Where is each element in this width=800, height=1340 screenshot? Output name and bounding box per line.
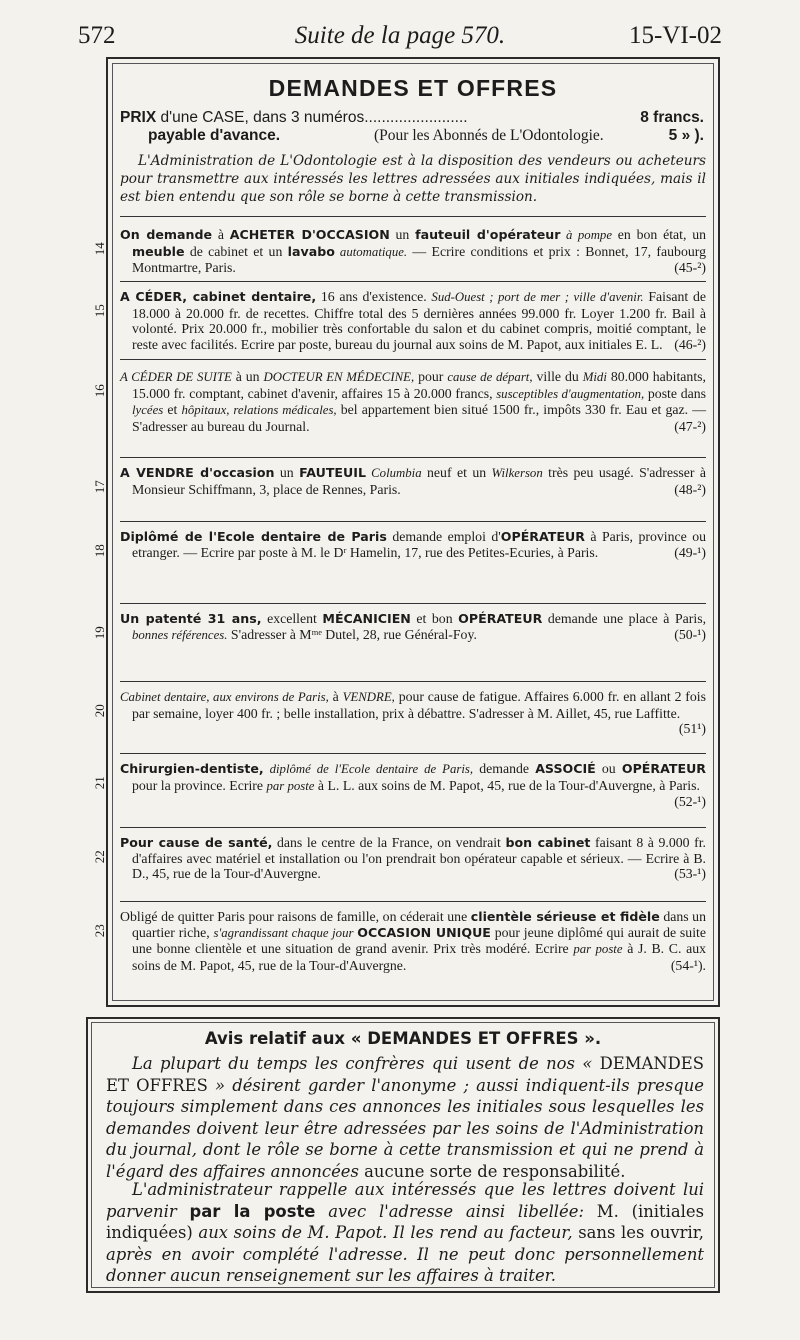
ad-reference: (54-¹).	[670, 957, 706, 973]
notice-text: par la poste	[189, 1201, 316, 1221]
ad-text: S'adresser à Mᵐᵉ Dutel, 28, rue Général-Foy.	[227, 626, 477, 642]
ad-text: dans le centre de la France, on vendrait	[272, 835, 506, 850]
ad-number: 22	[92, 850, 108, 864]
classified-ad	[92, 909, 706, 973]
ad-text: lycées	[132, 403, 164, 418]
ad-text: fauteuil d'opérateur	[415, 227, 561, 242]
notice-paragraph-2	[106, 1179, 704, 1287]
ad-text: ville du	[532, 369, 583, 384]
ad-reference: (53-¹)	[674, 866, 706, 882]
ad-divider	[120, 681, 706, 682]
ad-text: Faisant de 18.000 à 20.000 fr. de recettes. Chiffre total des 5 dernières années 99.000 fr. Loyer 1.200 fr. Bail à volonté. Prix 20.000 fr., mobilier très confortable du salon et du cabinet compris, moitié comptant, le reste avec facilités. Ecrire par poste, bureau du journal aux soins de M. Papot, aux initiales E. L.	[132, 289, 706, 352]
notice-text: La plupart du temps les confrères qui usent de nos «	[132, 1054, 600, 1073]
ad-text: demande une place à Paris,	[542, 611, 707, 626]
ad-text: MÉCANICIEN	[322, 611, 411, 626]
ad-text: pour la province. Ecrire	[132, 777, 267, 793]
ad-text: faisant 8 à 9.000 fr. d'affaires avec matériel et installation ou l'on prendrait bon opérateur capable et sérieux. — Ecrire à B. D., 45, rue de la Tour-d'Auvergne.	[132, 835, 706, 882]
notice-text: » désirent garder l'anonyme ; aussi indiquent-ils presque toujours simplement dans ces annonces les initiales sous lesquelles les demandes doivent leur être adressées par les soins de l'Administration du journal, dont le rôle se borne à cette transmission et qui ne prend à l'égard des affaires annoncées	[106, 1075, 704, 1181]
ad-number: 15	[92, 304, 108, 318]
ad-text: susceptibles d'augmentation,	[496, 386, 645, 401]
ad-reference: (48-²)	[674, 481, 706, 497]
ad-divider	[120, 827, 706, 828]
ad-text: lavabo	[287, 243, 335, 259]
page-header	[78, 22, 722, 56]
ad-number: 16	[92, 384, 108, 398]
ad-text: demande	[473, 761, 536, 776]
ad-reference: (51¹)	[678, 721, 706, 737]
ad-text: bel appartement bien situé 1500 fr., impôts 330 fr. Eau et gaz. — S'adresser au bureau du Journal.	[132, 402, 706, 434]
ad-text: dans un quartier riche,	[132, 909, 706, 940]
ad-text: Un patenté 31 ans,	[120, 611, 262, 626]
ad-text: Cabinet dentaire,	[120, 690, 210, 704]
ad-text: bonnes références.	[132, 627, 228, 642]
ad-text: poste dans	[644, 385, 706, 401]
ad-text: excellent	[261, 611, 323, 626]
ad-text: un	[389, 227, 416, 242]
ad-text: Sud-Ouest ; port de mer ; ville d'avenir.	[431, 290, 644, 304]
classified-ad	[92, 611, 707, 643]
ad-text: 16 ans d'existence.	[316, 289, 432, 304]
ad-text: pour	[414, 369, 448, 384]
price-text: d'une CASE, dans 3 numéros........................	[160, 109, 468, 126]
classified-ad	[92, 369, 706, 434]
ad-text: Chirurgien-dentiste,	[120, 761, 264, 776]
classified-ad	[92, 289, 706, 352]
ad-text: 80.000 habitants, 15.000 fr. comptant, cabinet d'avenir, affaires 15 à 20.000 francs,	[132, 369, 706, 401]
ad-text: FAUTEUIL	[299, 465, 366, 480]
ad-text: OPÉRATEUR	[500, 529, 585, 544]
running-title: Suite de la page 570.	[294, 22, 506, 49]
ad-text: à pompe	[560, 228, 613, 242]
notice-title: Avis relatif aux « DEMANDES ET OFFRES ».	[204, 1029, 602, 1048]
ad-text: neuf et un	[421, 465, 492, 480]
ad-text: en bon état, un	[612, 227, 707, 242]
notice-text: aux soins de M. Papot. Il les rend au facteur,	[192, 1223, 579, 1243]
ad-text: OPÉRATEUR	[621, 761, 706, 776]
ad-number: 17	[92, 480, 108, 494]
ad-text: — Ecrire conditions et prix : Bonnet, 17, faubourg Montmartre, Paris.	[132, 243, 706, 276]
section-title: DEMANDES ET OFFRES	[268, 75, 558, 101]
ad-text: très peu usagé. S'adresser à Monsieur Schiffmann, 3, place de Rennes, Paris.	[132, 465, 706, 497]
ad-text: A CÉDER, cabinet dentaire,	[120, 289, 317, 304]
ad-text: Midi	[582, 370, 607, 384]
classified-ad	[92, 835, 706, 882]
notice-text: aucune sorte de responsabilité.	[364, 1161, 626, 1181]
notice-text: DEMANDES ET OFFRES	[106, 1054, 704, 1095]
ad-text: pour cause de fatigue. Affaires 6.000 fr. en allant 2 fois par semaine, loyer 400 fr. ; belle installation, prix à débattre. S'adresser à M. Aillet, 45, rue Laffitte.	[132, 689, 706, 721]
notice-box	[86, 1017, 720, 1293]
ad-text: de cabinet et un	[184, 243, 288, 259]
ad-divider	[120, 359, 706, 360]
ad-text: A VENDRE d'occasion	[120, 465, 275, 480]
ad-reference: (52-¹)	[674, 794, 706, 810]
notice-paragraph-1	[106, 1053, 704, 1183]
price-line	[120, 109, 704, 127]
price-value: 8 francs.	[640, 109, 704, 126]
ad-text: Pour cause de santé,	[120, 835, 273, 850]
subscriber-text: (Pour les Abonnés de L'Odontologie.	[374, 127, 604, 144]
ad-reference: (49-¹)	[674, 544, 706, 560]
administration-notice: L'Administration de L'Odontologie est à la disposition des vendeurs ou acheteurs pour transmettre aux intéressés les lettres adressées aux initiales indiquées, mais il est bien entendu que son rôle se borne à cette transmission.	[120, 153, 706, 205]
ad-text: à Paris, province ou etranger. — Ecrire par poste à M. le Dʳ Hamelin, 17, rue des Petites-Ecuries, à Paris.	[132, 529, 707, 560]
ad-text: clientèle sérieuse et fidèle	[470, 909, 660, 924]
ad-text: automatique.	[334, 244, 408, 259]
classified-ad	[92, 227, 707, 276]
payable-line	[120, 127, 704, 145]
payable-text: payable d'avance.	[148, 127, 281, 144]
ad-text: demande emploi d'	[386, 529, 501, 544]
ad-text: et	[163, 402, 182, 418]
notice-text: après en avoir complété l'adresse. Il ne peut donc personnellement donner aucun renseignement sur les affaires à traiter.	[106, 1244, 704, 1286]
ad-text: par poste	[266, 778, 315, 793]
classified-ad	[92, 465, 706, 497]
ad-divider	[120, 281, 706, 282]
ad-text: On demande	[120, 227, 213, 242]
issue-date: 15-VI-02	[628, 22, 722, 49]
price-label: PRIX	[120, 109, 157, 126]
ad-text: VENDRE,	[342, 690, 395, 704]
ad-text: ACHETER D'OCCASION	[229, 227, 390, 242]
ad-number: 21	[92, 776, 108, 790]
notice-text: avec l'adresse ainsi libellée:	[315, 1201, 597, 1221]
ad-text: Diplômé de l'Ecole dentaire de Paris	[120, 529, 387, 544]
ad-number: 18	[92, 544, 108, 558]
ad-reference: (46-²)	[674, 336, 706, 352]
ad-text: bon cabinet	[505, 835, 591, 850]
notice-text: M. (initiales indiquées)	[106, 1201, 704, 1243]
notice-text: L'administrateur rappelle aux intéressés que les lettres doivent lui parvenir	[106, 1180, 704, 1221]
ad-text: ou	[595, 761, 622, 776]
ad-text: à	[212, 227, 230, 242]
ad-text: OCCASION UNIQUE	[357, 924, 491, 940]
ad-text: s'agrandissant chaque jour	[213, 925, 354, 940]
ad-text: hôpitaux, relations médicales,	[181, 403, 337, 418]
divider	[120, 216, 706, 217]
ad-text: OPÉRATEUR	[458, 611, 543, 626]
ad-number: 20	[92, 704, 108, 718]
ad-text: par poste	[573, 942, 623, 957]
ad-divider	[120, 457, 706, 458]
ad-text: Obligé de quitter Paris pour raisons de famille, on céderait une	[120, 909, 471, 924]
ad-text: cause de départ,	[447, 370, 533, 384]
classifieds-box	[92, 57, 720, 1007]
ad-text: pour jeune diplômé qui aurait de suite une bonne clientèle et une situation de grand avenir. Prix très modéré. Ecrire	[132, 924, 706, 957]
ad-text: meuble	[132, 243, 185, 259]
ad-text: diplômé de l'Ecole dentaire de Paris,	[263, 762, 474, 776]
ad-text: ASSOCIÉ	[535, 761, 596, 776]
ad-reference: (45-²)	[674, 260, 706, 276]
classified-ad	[92, 529, 707, 560]
ad-text: A CÉDER DE SUITE	[120, 370, 232, 384]
classified-ad	[92, 689, 706, 737]
classified-ad	[92, 761, 706, 810]
ad-reference: (50-¹)	[674, 626, 706, 642]
ad-text: à	[328, 689, 343, 704]
ad-divider	[120, 603, 706, 604]
ad-text: aux environs de Paris,	[209, 690, 329, 704]
ad-number: 14	[92, 242, 108, 256]
ad-text: Columbia	[365, 466, 422, 480]
ad-text: et bon	[410, 611, 459, 626]
ad-text: à L. L. aux soins de M. Papot, 45, rue de la Tour-d'Auvergne, à Paris.	[314, 777, 700, 793]
ad-reference: (47-²)	[674, 418, 706, 434]
ad-text: à un	[231, 369, 264, 384]
ad-text: Wilkerson	[491, 466, 543, 480]
ad-divider	[120, 901, 706, 902]
ad-text: DOCTEUR EN MÉDECINE,	[263, 370, 415, 384]
page-number: 572	[78, 22, 116, 49]
ad-text: à J. B. C. aux soins de M. Papot, 45, rue de la Tour-d'Auvergne.	[132, 941, 706, 973]
ad-divider	[120, 753, 706, 754]
ad-number: 19	[92, 626, 108, 640]
ad-text: un	[274, 465, 300, 480]
subscriber-value: 5 » ).	[668, 127, 704, 144]
ad-number: 23	[92, 924, 108, 938]
ad-divider	[120, 521, 706, 522]
notice-text: sans les ouvrir,	[578, 1223, 704, 1243]
